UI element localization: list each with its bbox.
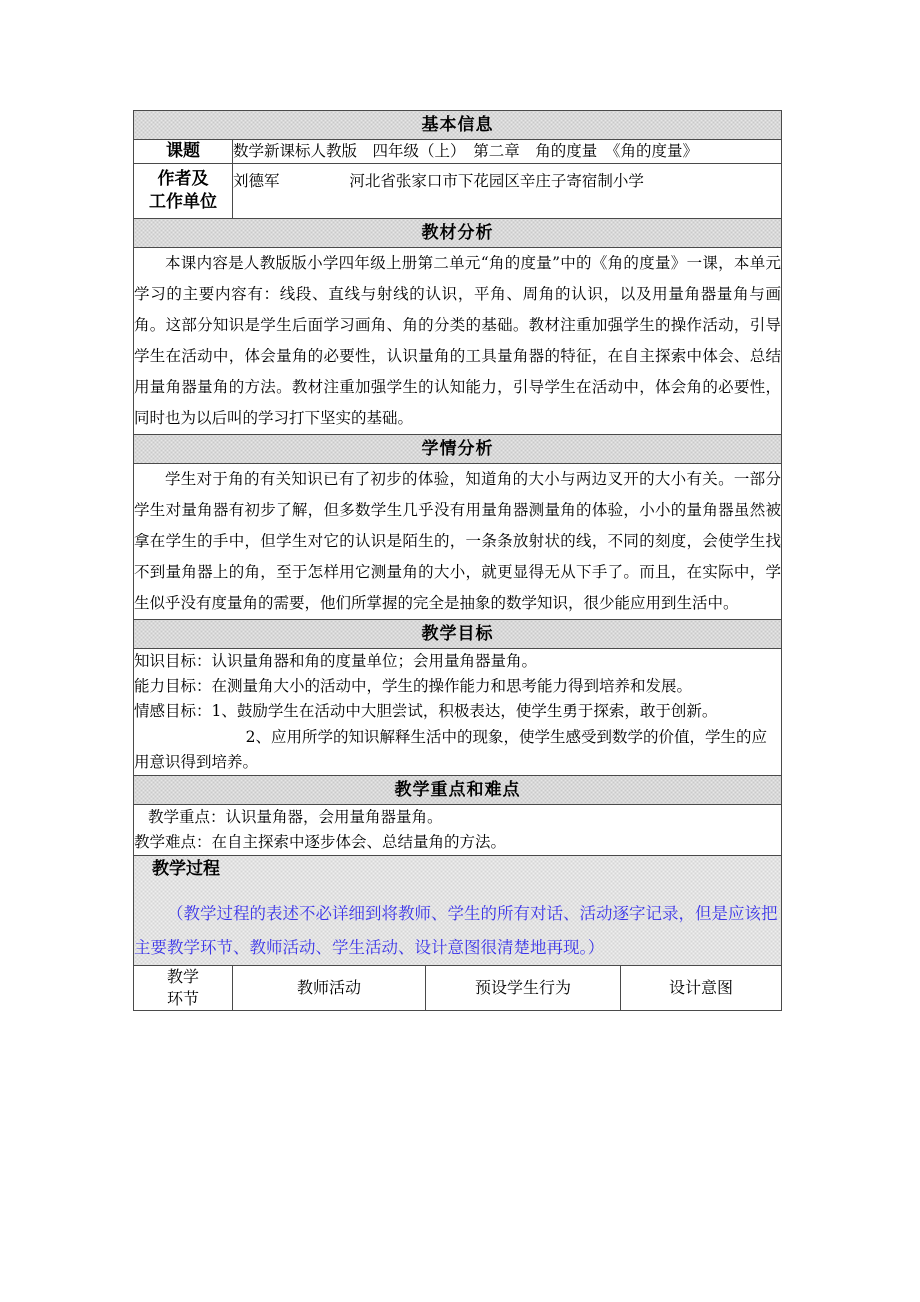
column-header-teaching-stage [134, 965, 233, 1010]
objectives-banner: 教学目标 [134, 620, 782, 649]
material-analysis-text: 本课内容是人教版版小学四年级上册第二单元“角的度量”中的《角的度量》一课，本单元学习的主要内容有：线段、直线与射线的认识，平角、周角的认识，以及用量角器量角与画角。这部分知识是学生后面学习画角、角的分类的基础。教材注重加强学生的操作活动，引导学生在活动中，体会量角的必要性，认识量角的工具量角器的特征，在自主探索中体会、总结用量角器量角的方法。教材注重加强学生的认知能力，引导学生在活动中，体会角的必要性，同时也为以后叫的学习打下坚实的基础。 [134, 254, 781, 428]
objectives-row [134, 649, 782, 776]
author-label [134, 164, 233, 219]
focus-banner: 教学重点和难点 [134, 775, 782, 804]
student-analysis-row [134, 464, 782, 620]
topic-label: 课题 [134, 140, 233, 164]
author-unit: 河北省张家口市下花园区辛庄子寄宿制小学 [349, 172, 644, 191]
student-analysis-banner: 学情分析 [134, 435, 782, 464]
focus-difficulty: 教学难点：在自主探索中逐步体会、总结量角的方法。 [134, 832, 507, 851]
objective-ability: 能力目标：在测量角大小的活动中，学生的操作能力和思考能力得到培养和发展。 [134, 677, 693, 696]
material-analysis-banner-row [134, 219, 782, 248]
student-analysis-cell [134, 464, 782, 620]
basic-info-banner: 基本信息 [134, 111, 782, 140]
objective-knowledge: 知识目标：认识量角器和角的度量单位；会用量角器量角。 [134, 652, 538, 671]
objective-emotion-1: 情感目标：1、鼓励学生在活动中大胆尝试，积极表达，使学生勇于探索，敢于创新。 [134, 702, 718, 721]
column-header-design-intent-label: 设计意图 [668, 977, 733, 997]
focus-banner-row [134, 775, 782, 804]
column-header-teacher-activity [233, 965, 426, 1010]
process-table-header-row [134, 965, 782, 1010]
author-row [134, 164, 782, 219]
topic-value: 数学新课标人教版 四年级（上） 第二章 角的度量 《角的度量》 [233, 140, 782, 164]
student-analysis-banner-row [134, 435, 782, 464]
focus-key-point: 教学重点：认识量角器，会用量角器量角。 [147, 807, 443, 826]
objective-emotion-2-continued: 用意识得到培养。 [134, 752, 259, 771]
author-label-line2: 工作单位 [149, 192, 217, 213]
material-analysis-cell [134, 248, 782, 435]
column-header-design-intent [621, 965, 782, 1010]
focus-cell [134, 804, 782, 855]
student-analysis-text: 学生对于角的有关知识已有了初步的体验，知道角的大小与两边叉开的大小有关。一部分学生对量角器有初步了解，但多数学生几乎没有用量角器测量角的体验，小小的量角器虽然被拿在学生的手中，但学生对它的认识是陌生的，一条条放射状的线，不同的刻度，会使学生找不到量角器上的角，至于怎样用它测量角的大小，就更显得无从下手了。而且，在实际中，学生似乎没有度量角的需要，他们所掌握的完全是抽象的数学知识，很少能应用到生活中。 [134, 470, 781, 613]
focus-row [134, 804, 782, 855]
process-row [134, 856, 782, 966]
column-header-expected-student-behavior-label: 预设学生行为 [474, 977, 571, 997]
material-analysis-banner: 教材分析 [134, 219, 782, 248]
process-title: 教学过程 [152, 859, 220, 880]
column-header-teacher-activity-label: 教师活动 [296, 977, 361, 997]
column-header-teaching-stage-line1: 教学 [166, 966, 199, 986]
process-note: （教学过程的表述不必详细到将教师、学生的所有对话、活动逐字记录，但是应该把主要教学环节、教师活动、学生活动、设计意图很清楚地再现。） [134, 904, 778, 958]
column-header-expected-student-behavior [426, 965, 621, 1010]
material-analysis-row [134, 248, 782, 435]
author-value-cell [233, 164, 782, 219]
objectives-cell [134, 649, 782, 776]
column-header-teaching-stage-line2: 环节 [166, 988, 199, 1008]
objective-emotion-2: 2、应用所学的知识解释生活中的现象，使学生感受到数学的价值，学生的应 [245, 727, 767, 746]
objectives-banner-row [134, 620, 782, 649]
author-label-line1: 作者及 [157, 169, 209, 190]
process-cell [134, 856, 782, 966]
topic-row [134, 140, 782, 164]
lesson-plan-table [133, 110, 782, 1011]
basic-info-banner-row [134, 111, 782, 140]
author-name: 刘德军 [233, 172, 280, 191]
